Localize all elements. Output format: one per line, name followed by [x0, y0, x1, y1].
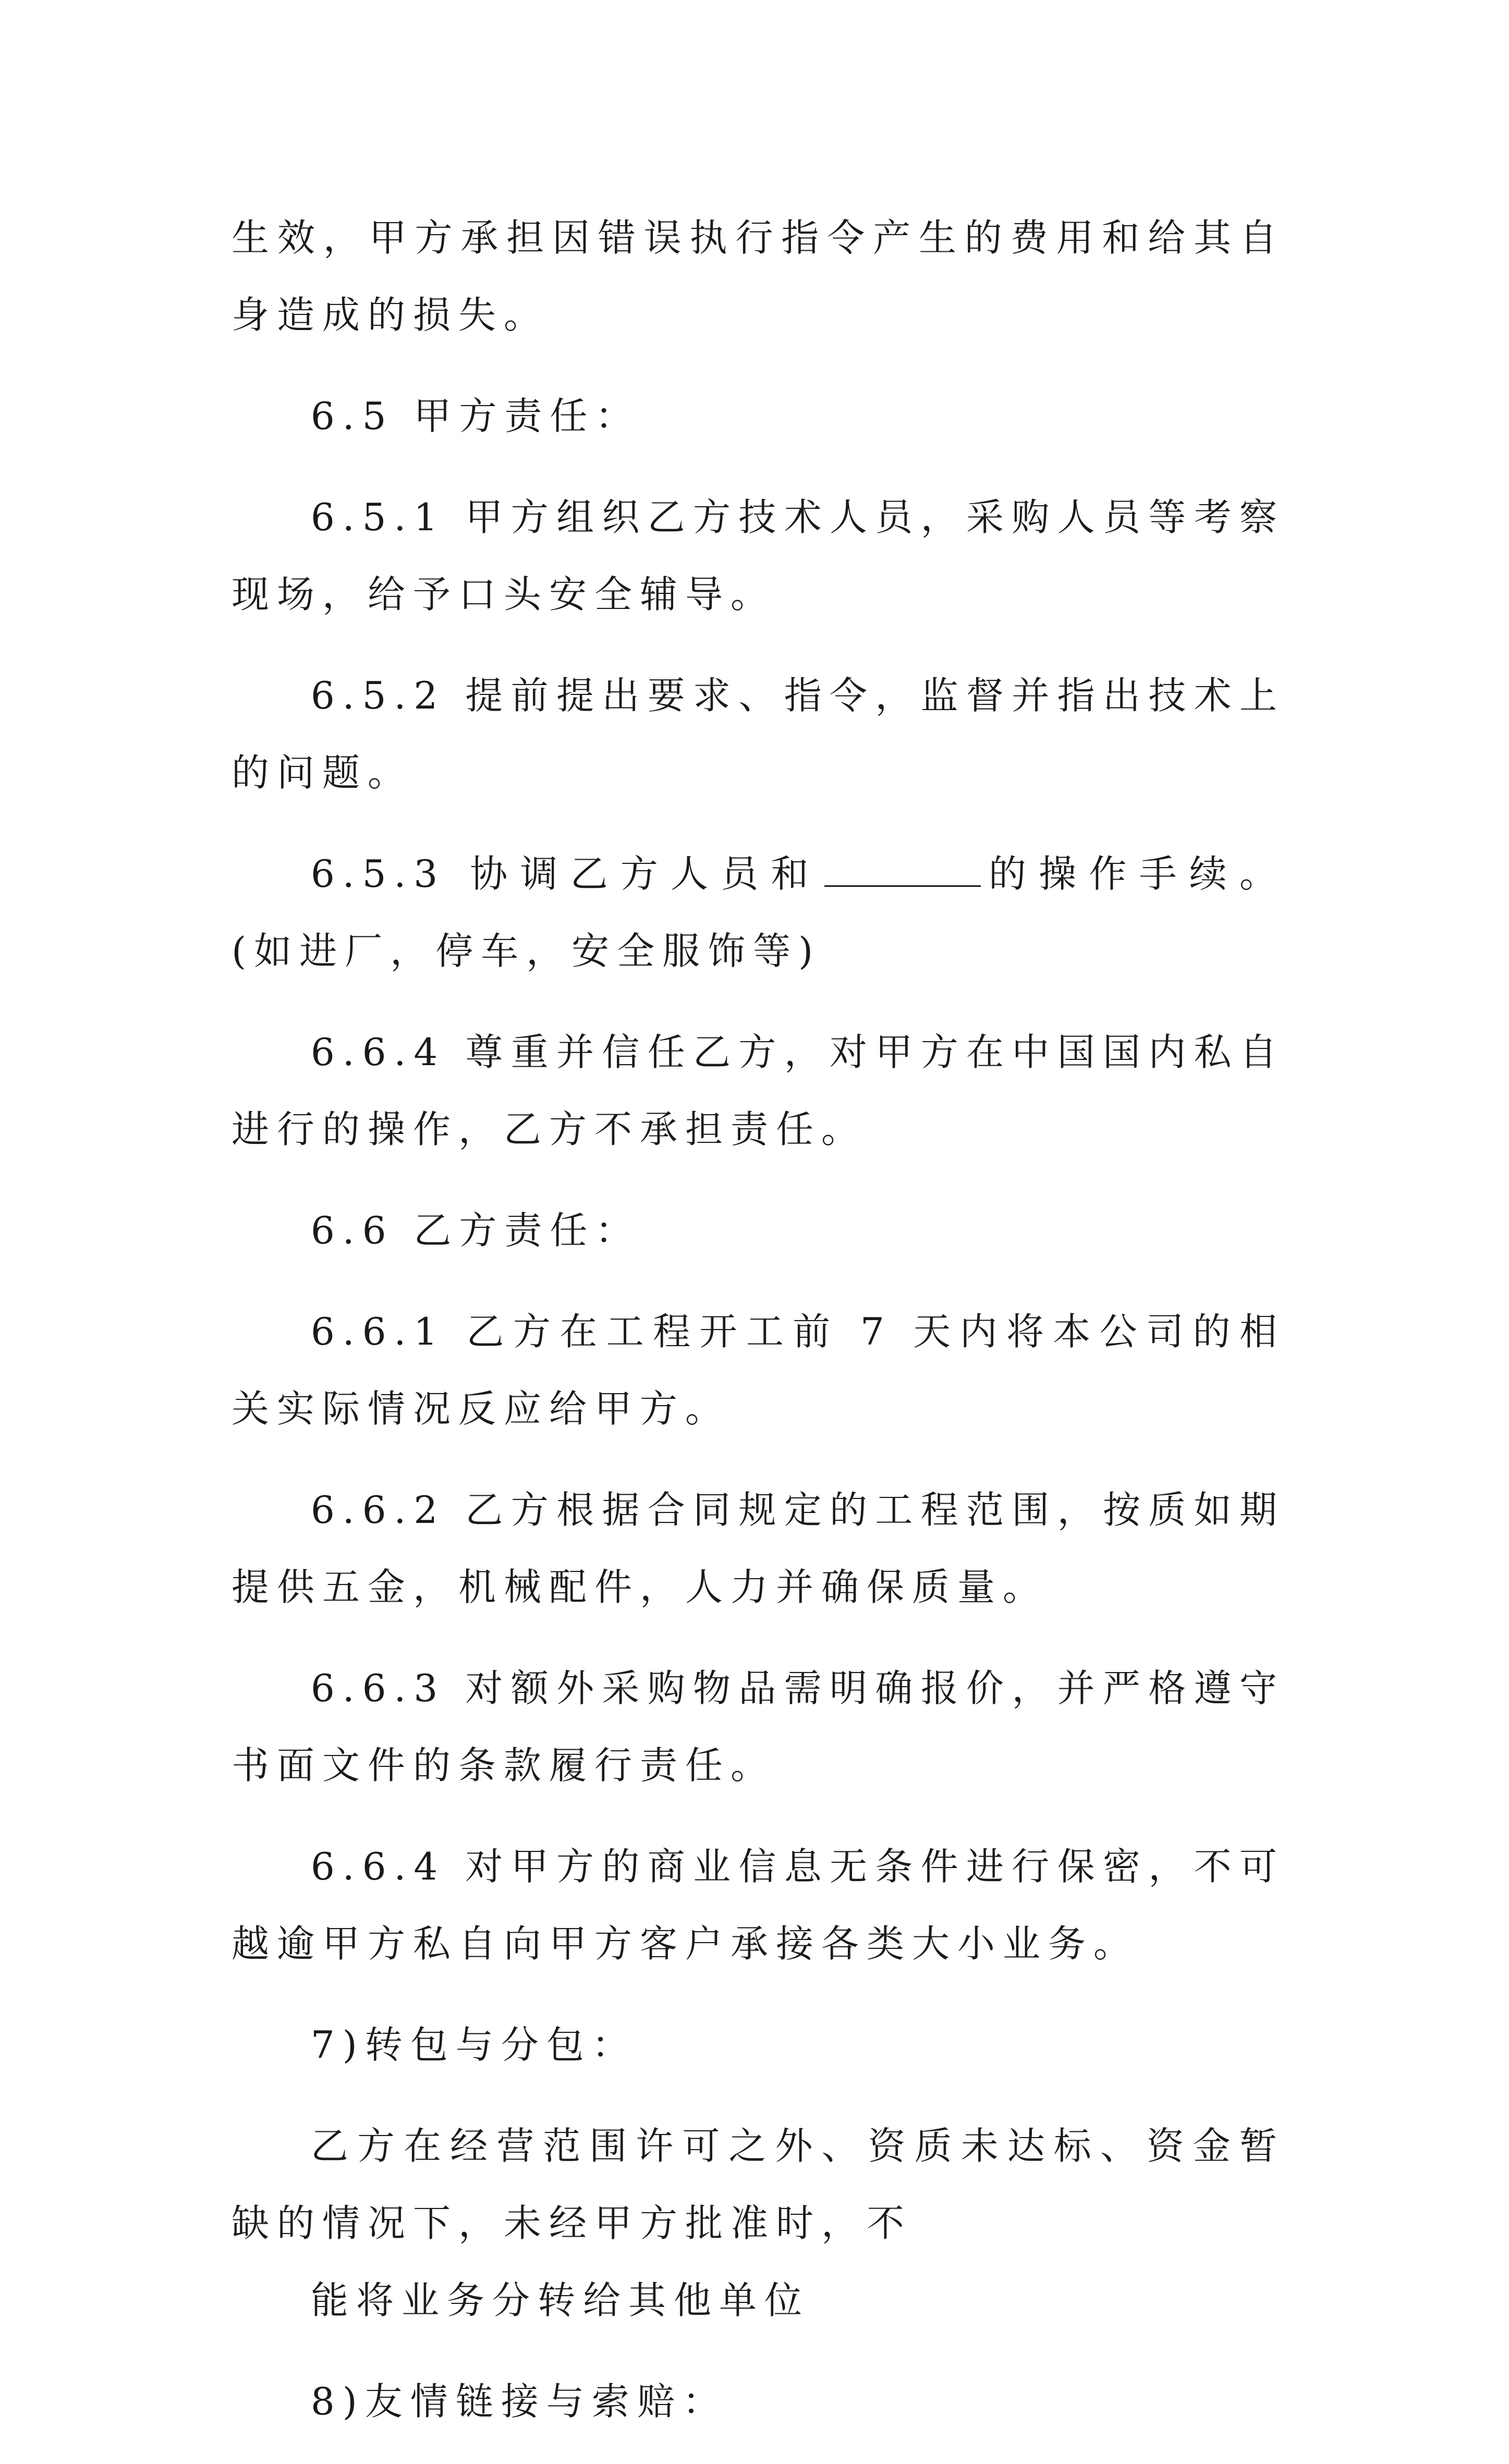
- clause-6-6-4-a: 6.6.4 尊重并信任乙方，对甲方在中国国内私自进行的操作，乙方不承担责任。: [232, 1030, 1285, 1151]
- subcontracting-text: 乙方在经营范围许可之外、资质未达标、资金暂缺的情况下，未经甲方批准时，不: [232, 2124, 1285, 2245]
- paragraph-effect-clause: 生效，甲方承担因错误执行指令产生的费用和给其自身造成的损失。: [232, 216, 1285, 337]
- heading-party-a-duties: 6.5 甲方责任：: [311, 394, 641, 438]
- heading-subcontracting: 7)转包与分包：: [311, 2023, 637, 2067]
- fill-in-blank: [824, 852, 981, 887]
- subcontracting-text-continued: 能将业务分转给其他单位: [311, 2278, 810, 2322]
- clause-6-6-1: 6.6.1 乙方在工程开工前 7 天内将本公司的相关实际情况反应给甲方。: [232, 1310, 1285, 1431]
- clause-6-5-1: 6.5.1 甲方组织乙方技术人员，采购人员等考察现场，给予口头安全辅导。: [232, 495, 1285, 616]
- heading-party-b-duties: 6.6 乙方责任：: [311, 1209, 641, 1252]
- clause-6-6-4-b: 6.6.4 对甲方的商业信息无条件进行保密，不可越逾甲方私自向甲方客户承接各类大小业务。: [232, 1845, 1285, 1966]
- clause-6-6-3: 6.6.3 对额外采购物品需明确报价，并严格遵守书面文件的条款履行责任。: [232, 1666, 1285, 1787]
- clause-6-6-2: 6.6.2 乙方根据合同规定的工程范围，按质如期提供五金，机械配件，人力并确保质量。: [232, 1488, 1285, 1609]
- heading-links-and-claims: 8)友情链接与索赔：: [311, 2380, 728, 2423]
- contract-body: [232, 199, 1285, 2464]
- clause-6-5-3-part-2: 的操作手续。(如进厂，停车，安全服饰等): [232, 852, 1285, 973]
- clause-6-5-2: 6.5.2 提前提出要求、指令，监督并指出技术上的问题。: [232, 674, 1285, 795]
- clause-6-5-3: [232, 835, 1285, 990]
- clause-6-5-3-part-1: 6.5.3 协调乙方人员和: [311, 852, 821, 896]
